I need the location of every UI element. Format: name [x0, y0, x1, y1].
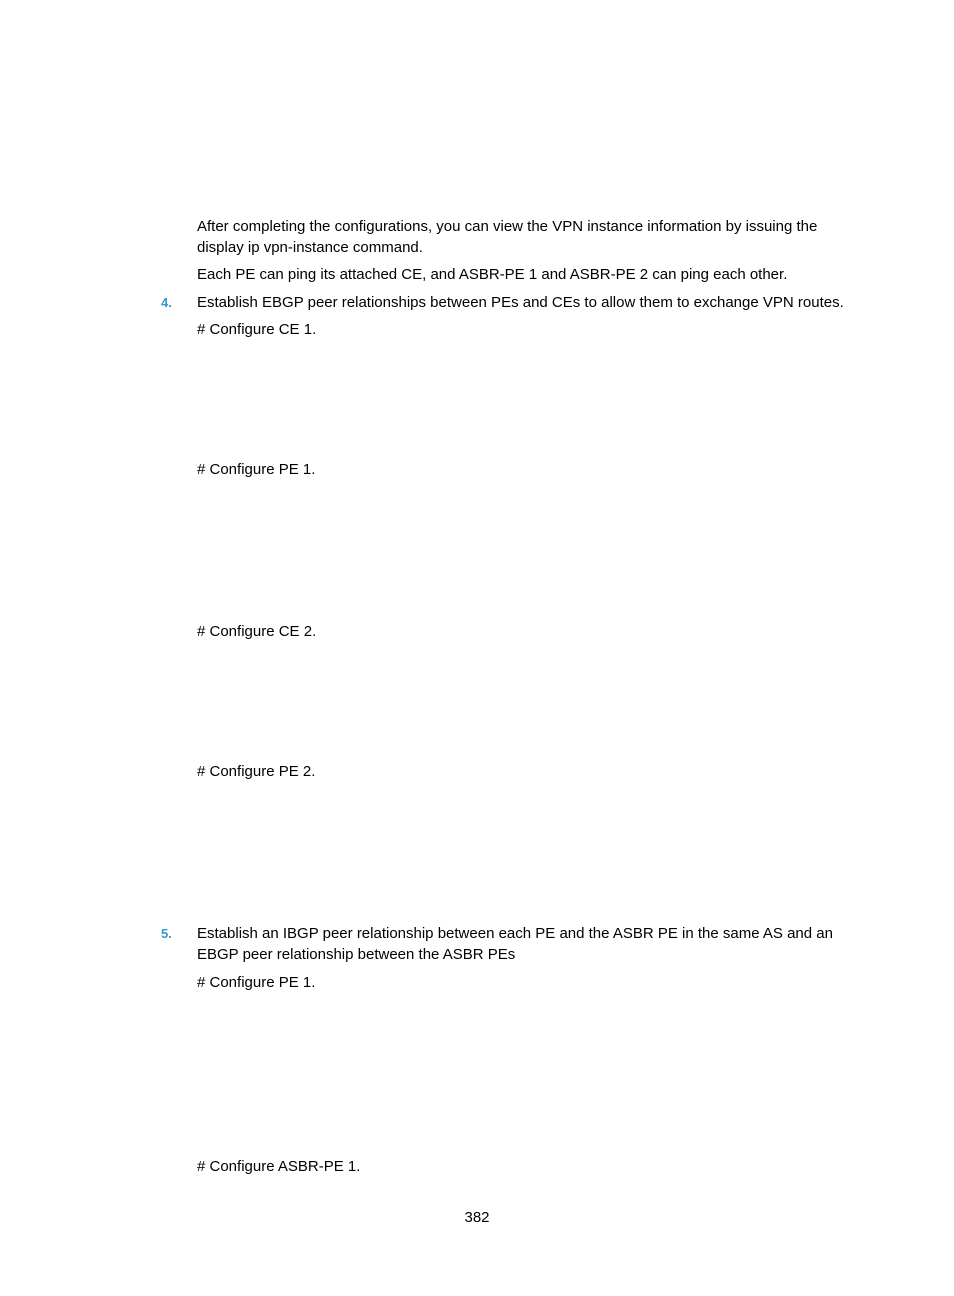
step-4-text: Establish EBGP peer relationships between PEs and CEs to allow them to exchange VPN routes. [197, 294, 844, 311]
config-pe2-heading: # Configure PE 2. [197, 763, 316, 780]
step-5-text-line1: Establish an IBGP peer relationship between each PE and the ASBR PE in the same AS and an [197, 925, 833, 942]
paragraph-view-instance-line1: After completing the configurations, you can view the VPN instance information by issuing the [197, 218, 818, 235]
step-4-number: 4. [161, 295, 172, 310]
step-5-number: 5. [161, 926, 172, 941]
config-ce1-heading: # Configure CE 1. [197, 321, 317, 338]
config-asbr-pe1-heading: # Configure ASBR-PE 1. [197, 1158, 361, 1175]
paragraph-view-instance-line2: display ip vpn-instance command. [197, 239, 423, 256]
step-5-text-line2: EBGP peer relationship between the ASBR PEs [197, 946, 516, 963]
page-number: 382 [464, 1209, 490, 1226]
paragraph-ping-result: Each PE can ping its attached CE, and ASBR-PE 1 and ASBR-PE 2 can ping each other. [197, 266, 788, 283]
config-pe1-heading: # Configure PE 1. [197, 461, 316, 478]
config-pe1-ibgp-heading: # Configure PE 1. [197, 974, 316, 991]
config-ce2-heading: # Configure CE 2. [197, 623, 317, 640]
